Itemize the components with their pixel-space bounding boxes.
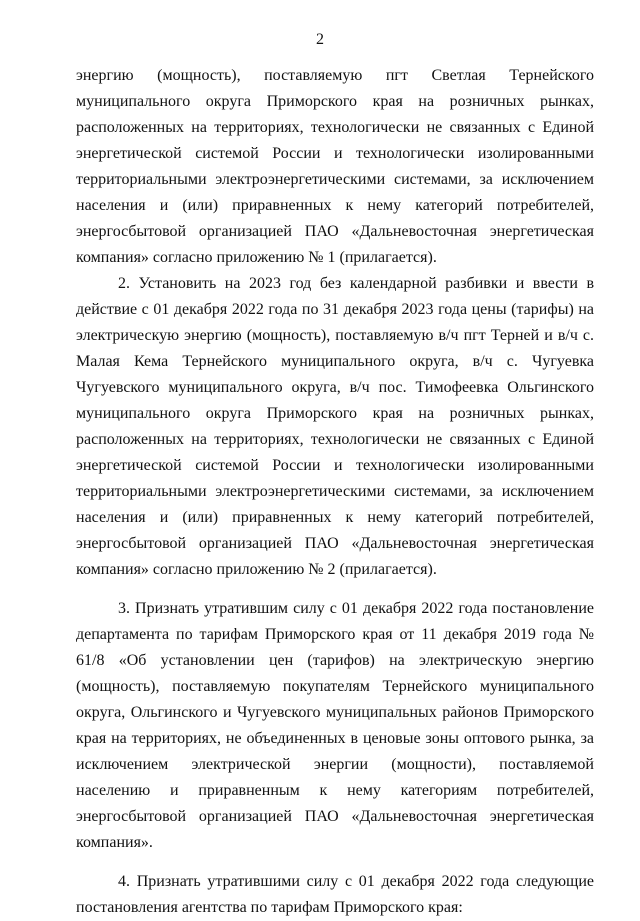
paragraph-item-2: 2. Установить на 2023 год без календарной разбивки и ввести в действие с 01 декабря 2022 года по 31 декабря 2023 года цены (тарифы) на электрическую энергию (мощность), поставляемую в/ч пгт Терней и в/ч с. Малая Кема Тернейского муниципального округа, в/ч с. Чугуевка Чугуевского муниципального округа, в/ч пос. Тимофеевка Ольгинского муниципального округа Приморского края на розничных рынках, расположенных на территориях, технологически не связанных с Единой энергетической системой России и технологически изолированными территориальными электроэнергетическими системами, за исключением населения и (или) приравненных к нему категорий потребителей, энергосбытовой организацией ПАО «Дальневосточная энергетическая компания» согласно приложению № 2 (прилагается). [76,275,594,578]
paragraph-spacer [76,856,594,869]
paragraph-spacer [76,583,594,596]
paragraph-continuation: энергию (мощность), поставляемую пгт Светлая Тернейского муниципального округа Приморского края на розничных рынках, расположенных на территориях, технологически не связанных с Единой энергетической системой России и технологически изолированными территориальными электроэнергетическими системами, за исключением населения и (или) приравненных к нему категорий потребителей, энергосбытовой организацией ПАО «Дальневосточная энергетическая компания» согласно приложению № 1 (прилагается). [76,67,594,266]
document-body [76,63,594,921]
paragraph-item-3: 3. Признать утратившим силу с 01 декабря 2022 года постановление департамента по тарифам Приморского края от 11 декабря 2019 года № 61/8 «Об установлении цен (тарифов) на электрическую энергию (мощность), поставляемую покупателям Тернейского муниципального округа, Ольгинского и Чугуевского муниципальных районов Приморского края на территориях, не объединенных в ценовые зоны оптового рынка, за исключением электрической энергии (мощности), поставляемой населению и приравненным к нему категориям потребителей, энергосбытовой организацией ПАО «Дальневосточная энергетическая компания». [76,600,594,851]
paragraph-item-4: 4. Признать утратившими силу с 01 декабря 2022 года следующие постановления агентства по тарифам Приморского края: [76,873,594,916]
page-number: 2 [316,31,324,48]
